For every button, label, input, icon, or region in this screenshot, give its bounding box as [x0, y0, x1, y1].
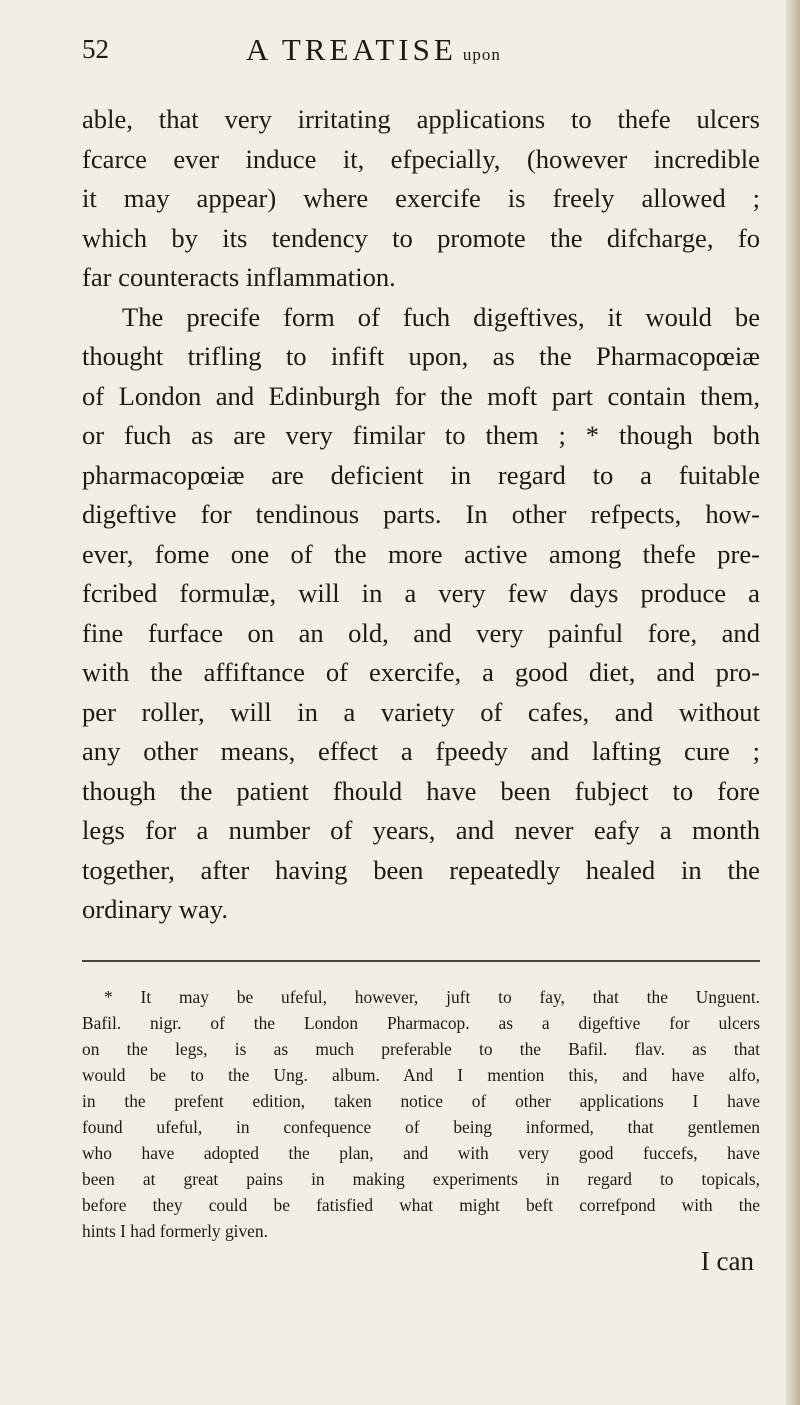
body-line: though the patient fhould have been fubject to fore	[82, 775, 760, 806]
body-line: able, that very irritating applications to thefe ulcers	[82, 104, 760, 134]
footnote-line: Bafil. nigr. of the London Pharmacop. as a digeftive for ulcers	[82, 1012, 760, 1033]
body-line: together, after having been repeatedly healed in the	[82, 854, 760, 885]
footnote-line: in the prefent edition, taken notice of other applications I have	[82, 1090, 760, 1111]
footnote-line: been at great pains in making experiments in regard to topicals,	[82, 1169, 760, 1190]
page-header	[82, 30, 760, 74]
body-line: fine furface on an old, and very painful fore, and	[82, 617, 760, 648]
footnote-line: would be to the Ung. album. And I mention this, and have alfo,	[82, 1064, 760, 1085]
body-line: or fuch as are very fimilar to them ; * though both	[82, 420, 760, 450]
footnote-line: * It may be ufeful, however, juft to fay, that the Unguent.	[104, 986, 760, 1007]
page-number: 52	[82, 34, 109, 64]
body-line: fcarce ever induce it, efpecially, (however incredible	[82, 143, 760, 174]
body-line: with the affiftance of exercife, a good diet, and pro-	[82, 657, 760, 687]
body-line: ordinary way.	[82, 894, 228, 924]
book-page	[82, 30, 760, 1276]
footnote-line: found ufeful, in confequence of being informed, that gentlemen	[82, 1116, 760, 1137]
body-text	[82, 100, 760, 930]
catchword: I can	[700, 1246, 754, 1277]
body-line: per roller, will in a variety of cafes, and without	[82, 696, 760, 727]
body-line: legs for a number of years, and never eafy a month	[82, 815, 760, 845]
footnote-line: hints I had formerly given.	[82, 1221, 268, 1242]
body-line: it may appear) where exercife is freely allowed ;	[82, 183, 760, 213]
body-line: digeftive for tendinous parts. In other refpects, how-	[82, 499, 760, 529]
footnote	[82, 984, 760, 1245]
footnote-line: who have adopted the plan, and with very good fuccefs, have	[82, 1143, 760, 1164]
footnote-rule	[82, 960, 760, 962]
body-line: The precife form of fuch digeftives, it would be	[122, 301, 760, 332]
body-line: which by its tendency to promote the difcharge, fo	[82, 222, 760, 253]
body-line: fcribed formulæ, will in a very few days produce a	[82, 578, 760, 608]
running-title	[246, 32, 501, 68]
body-line: of London and Edinburgh for the moft part contain them,	[82, 380, 760, 411]
page-edge-shadow	[786, 0, 800, 1405]
body-line: thought trifling to infift upon, as the Pharmacopœiæ	[82, 341, 760, 371]
body-line: pharmacopœiæ are deficient in regard to a fuitable	[82, 459, 760, 490]
footnote-line: before they could be fatisfied what might beft correfpond with the	[82, 1195, 760, 1216]
footnote-line: on the legs, is as much preferable to the Bafil. flav. as that	[82, 1038, 760, 1059]
body-line: any other means, effect a fpeedy and lafting cure ;	[82, 736, 760, 766]
body-line: far counteracts inflammation.	[82, 262, 396, 292]
body-line: ever, fome one of the more active among thefe pre-	[82, 538, 760, 569]
running-title-main: A TREATISE	[246, 32, 457, 67]
running-title-suffix: upon	[462, 45, 501, 64]
